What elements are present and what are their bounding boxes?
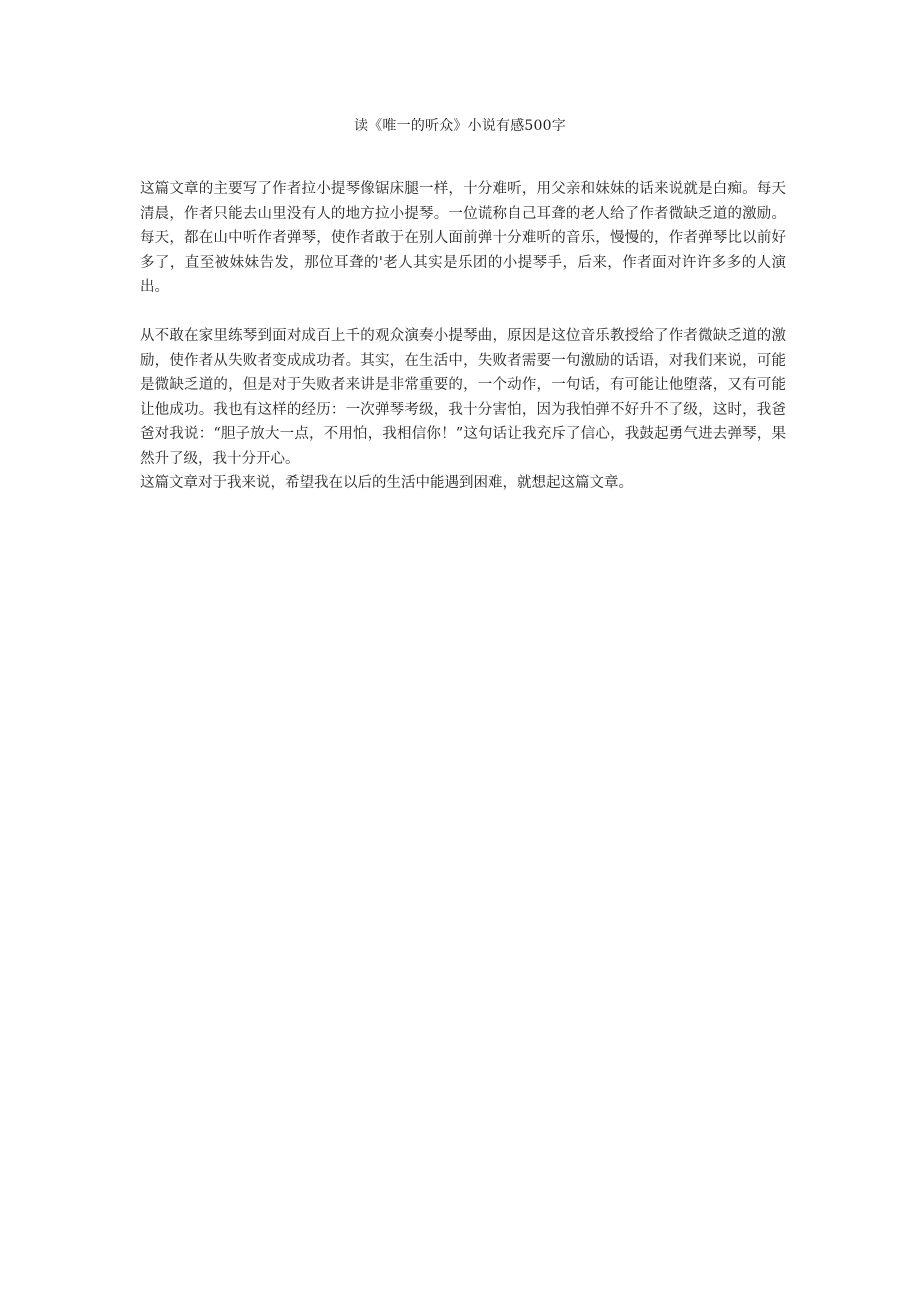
paragraph-spacer <box>140 300 786 325</box>
paragraph-2: 从不敢在家里练琴到面对成百上千的观众演奏小提琴曲，原因是这位音乐教授给了作者微缺乏道的激励，使作者从失败者变成成功者。其实，在生活中，失败者需要一句激励的话语，对我们来说，可能是微缺乏道的，但是对于失败者来讲是非常重要的，一个动作，一句话，有可能让他堕落，又有可能让他成功。我也有这样的经历：一次弹琴考级，我十分害怕，因为我怕弹不好升不了级，这时，我爸爸对我说：“胆子放大一点，不用怕，我相信你！”这句话让我充斥了信心，我鼓起勇气进去弹琴，果然升了级，我十分开心。 <box>140 328 786 467</box>
paragraph-3: 这篇文章对于我来说，希望我在以后的生活中能遇到困难，就想起这篇文章。 <box>140 475 633 491</box>
document-body <box>140 177 786 496</box>
paragraph-1: 这篇文章的主要写了作者拉小提琴像锯床腿一样，十分难听，用父亲和妹妹的话来说就是白痴。每天清晨，作者只能去山里没有人的地方拉小提琴。一位谎称自己耳聋的老人给了作者微缺乏道的激励。每天，都在山中听作者弹琴，使作者敢于在别人面前弹十分难听的音乐，慢慢的，作者弹琴比以前好多了，直至被妹妹告发，那位耳聋的'老人其实是乐团的小提琴手，后来，作者面对许许多多的人演出。 <box>140 181 786 295</box>
document-title: 读《唯一的听众》小说有感500字 <box>354 118 566 134</box>
